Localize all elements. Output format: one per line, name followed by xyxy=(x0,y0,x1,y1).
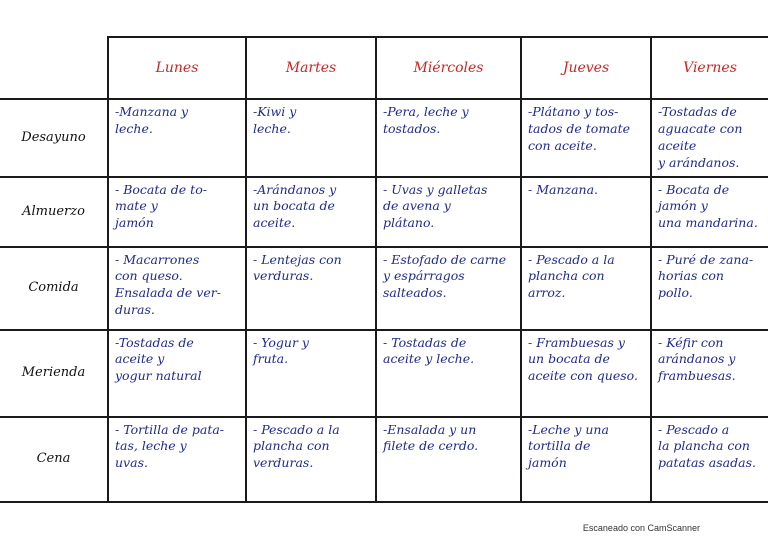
meal-plan-table xyxy=(0,36,768,503)
day-header-lunes: Lunes xyxy=(108,37,246,99)
cell-desayuno-miercoles: -Pera, leche y tostados. xyxy=(376,99,521,177)
cell-almuerzo-jueves: - Manzana. xyxy=(521,177,651,247)
cell-comida-lunes: - Macarrones con queso. Ensalada de ver- duras. xyxy=(108,247,246,330)
cell-comida-miercoles: - Estofado de carne y espárragos salteados. xyxy=(376,247,521,330)
cell-cena-jueves: -Leche y una tortilla de jamón xyxy=(521,417,651,502)
cell-cena-miercoles: -Ensalada y un filete de cerdo. xyxy=(376,417,521,502)
cell-merienda-miercoles: - Tostadas de aceite y leche. xyxy=(376,330,521,417)
cell-cena-lunes: - Tortilla de pata- tas, leche y uvas. xyxy=(108,417,246,502)
row-cena xyxy=(0,417,768,502)
row-desayuno xyxy=(0,99,768,177)
cell-cena-martes: - Pescado a la plancha con verduras. xyxy=(246,417,376,502)
cell-almuerzo-martes: -Arándanos y un bocata de aceite. xyxy=(246,177,376,247)
cell-comida-viernes: - Puré de zana- horias con pollo. xyxy=(651,247,768,330)
cell-desayuno-martes: -Kiwi y leche. xyxy=(246,99,376,177)
day-header-martes: Martes xyxy=(246,37,376,99)
cell-desayuno-lunes: -Manzana y leche. xyxy=(108,99,246,177)
cell-almuerzo-miercoles: - Uvas y galletas de avena y plátano. xyxy=(376,177,521,247)
cell-comida-jueves: - Pescado a la plancha con arroz. xyxy=(521,247,651,330)
header-row xyxy=(0,37,768,99)
cell-merienda-viernes: - Kéfir con arándanos y frambuesas. xyxy=(651,330,768,417)
meal-label-comida: Comida xyxy=(0,247,108,330)
cell-merienda-martes: - Yogur y fruta. xyxy=(246,330,376,417)
row-merienda xyxy=(0,330,768,417)
cell-merienda-jueves: - Frambuesas y un bocata de aceite con queso. xyxy=(521,330,651,417)
day-header-miercoles: Miércoles xyxy=(376,37,521,99)
cell-desayuno-viernes: -Tostadas de aguacate con aceite y arándanos. xyxy=(651,99,768,177)
scanner-footer: Escaneado con CamScanner xyxy=(582,523,700,533)
meal-label-cena: Cena xyxy=(0,417,108,502)
meal-label-desayuno: Desayuno xyxy=(0,99,108,177)
day-header-jueves: Jueves xyxy=(521,37,651,99)
cell-comida-martes: - Lentejas con verduras. xyxy=(246,247,376,330)
row-comida xyxy=(0,247,768,330)
cell-cena-viernes: - Pescado a la plancha con patatas asadas. xyxy=(651,417,768,502)
cell-almuerzo-viernes: - Bocata de jamón y una mandarina. xyxy=(651,177,768,247)
meal-label-merienda: Merienda xyxy=(0,330,108,417)
meal-label-almuerzo: Almuerzo xyxy=(0,177,108,247)
cell-merienda-lunes: -Tostadas de aceite y yogur natural xyxy=(108,330,246,417)
cell-almuerzo-lunes: - Bocata de to- mate y jamón xyxy=(108,177,246,247)
day-header-viernes: Viernes xyxy=(651,37,768,99)
cell-desayuno-jueves: -Plátano y tos- tados de tomate con aceite. xyxy=(521,99,651,177)
corner-cell xyxy=(0,37,108,99)
row-almuerzo xyxy=(0,177,768,247)
